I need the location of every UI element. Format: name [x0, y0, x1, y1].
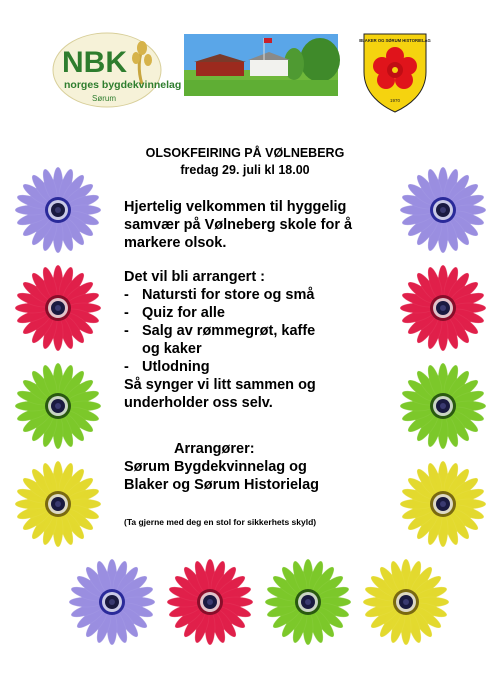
- intro-line: samvær på Vølneberg skole for å: [124, 217, 353, 233]
- intro-line: Hjertelig velkommen til hyggelig: [124, 199, 347, 215]
- nbk-branch: Sørum: [92, 94, 116, 103]
- program-item: [124, 322, 394, 340]
- green-daisy-icon: [14, 362, 102, 450]
- bullet: -: [124, 323, 129, 339]
- program-heading: Det vil bli arrangert :: [124, 269, 266, 285]
- organizer-line: Sørum Bygdekvinnelag og: [124, 459, 307, 475]
- program-section: [124, 268, 394, 412]
- organizers-heading: Arrangører:: [174, 441, 255, 457]
- event-title: OLSOKFEIRING PÅ VØLNEBERG: [145, 146, 345, 160]
- yellow-daisy-icon: [14, 460, 102, 548]
- program-item-text: og kaker: [142, 341, 202, 357]
- red-daisy-icon: [166, 558, 254, 646]
- school-photo: [184, 34, 338, 96]
- program-item: [124, 286, 394, 304]
- shield-title: BLAKER OG SØRUM HISTORIELAG: [359, 38, 431, 43]
- bullet: [124, 340, 142, 358]
- nbk-name: norges bygdekvinnelag: [64, 79, 182, 91]
- yellow-daisy-icon: [362, 558, 450, 646]
- intro-line: markere olsok.: [124, 235, 227, 251]
- historielag-shield-logo: [360, 32, 430, 114]
- green-daisy-icon: [399, 362, 487, 450]
- bullet: -: [124, 287, 129, 303]
- program-item-text: Utlodning: [142, 359, 210, 375]
- purple-daisy-icon: [14, 166, 102, 254]
- purple-daisy-icon: [68, 558, 156, 646]
- purple-daisy-icon: [399, 166, 487, 254]
- chair-note: (Ta gjerne med deg en stol for sikkerhets skyld): [124, 517, 317, 527]
- program-item: [124, 304, 394, 322]
- program-item: [124, 340, 394, 358]
- bullet: -: [124, 305, 129, 321]
- program-item-text: Natursti for store og små: [142, 287, 315, 303]
- green-daisy-icon: [264, 558, 352, 646]
- closing-line: underholder oss selv.: [124, 395, 273, 411]
- program-item: [124, 358, 394, 376]
- shield-year: 1970: [389, 98, 401, 103]
- bullet: -: [124, 359, 129, 375]
- intro-text: [124, 198, 394, 252]
- program-item-text: Quiz for alle: [142, 305, 225, 321]
- nbk-logo: [52, 32, 182, 108]
- organizer-line: Blaker og Sørum Historielag: [124, 477, 319, 493]
- closing-line: Så synger vi litt sammen og: [124, 377, 316, 393]
- program-item-text: Salg av rømmegrøt, kaffe: [142, 323, 316, 339]
- event-date: fredag 29. juli kl 18.00: [180, 163, 310, 177]
- red-daisy-icon: [399, 264, 487, 352]
- yellow-daisy-icon: [399, 460, 487, 548]
- organizers-list: [124, 458, 394, 494]
- red-daisy-icon: [14, 264, 102, 352]
- nbk-letters: NBK: [62, 46, 127, 79]
